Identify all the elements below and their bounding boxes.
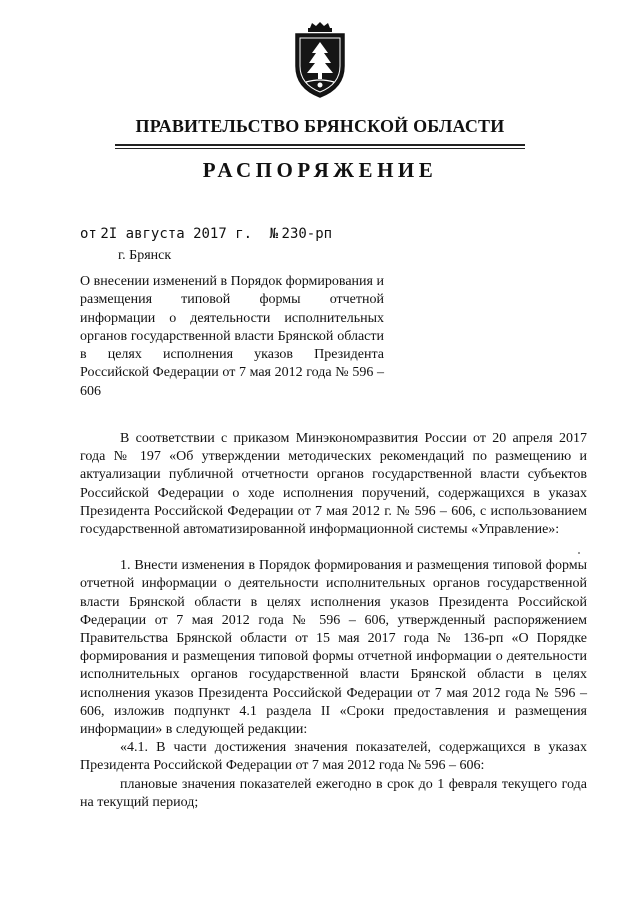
header-rule-thick [115,144,525,146]
document-type: РАСПОРЯЖЕНИЕ [202,158,438,182]
from-label: от [80,226,97,242]
city: г. Брянск [118,248,172,263]
document-date: 2I августа 2017 г. [100,226,253,242]
header-rule-thin [115,148,525,149]
document-number: 230-рп [281,226,333,242]
planned-values-paragraph: плановые значения показателей ежегодно в срок до 1 февраля текущего года на текущий период; [80,776,587,810]
government-name: ПРАВИТЕЛЬСТВО БРЯНСКОЙ ОБЛАСТИ [135,116,505,136]
number-label: № [269,226,279,242]
preamble-paragraph: В соответствии с приказом Минэкономразвития России от 20 апреля 2017 года № 197 «Об утверждении методических рекомендаций по размещению и актуализации публичной отчетности органов государственной власти субъектов Российской Федерации о ходе исполнения поручений, содержащихся в указах Президента Российской Федерации от 7 мая 2012 г. № 596 – 606, с использованием государственной автоматизированной информационной системы «Управление»: [80,431,587,538]
item-1-paragraph: 1. Внести изменения в Порядок формирования и размещения типовой формы отчетной информации о деятельности исполнительных органов государственной власти Брянской области в целях исполнения указов Президента Российской Федерации от 7 мая 2012 года № 596 – 606, утвержденный распоряжением Правительства Брянской области от 15 мая 2017 года № 136-рп «О Порядке формирования и размещения типовой формы отчетной информации о деятельности исполнительных органов государственной власти Брянской области в целях исполнения указов Президента Российской Федерации от 7 мая 2012 года № 596 – 606, изложив подпункт 4.1 раздела II «Сроки предоставления и размещения информации» в следующей редакции: [80,558,587,738]
coat-of-arms-icon [290,20,350,100]
item-4-1-paragraph: «4.1. В части достижения значения показателей, содержащихся в указах Президента Российской Федерации от 7 мая 2012 года № 596 – 606: [80,740,587,774]
scan-speck [578,552,580,554]
document-body [80,430,587,812]
date-number-line [80,226,332,243]
document-subject: О внесении изменений в Порядок формирования и размещения типовой формы отчетной информации о деятельности исполнительных органов государственной власти Брянской области в целях исполнения указов Президента Российской Федерации от 7 мая 2012 года № 596 – 606 [80,274,384,399]
